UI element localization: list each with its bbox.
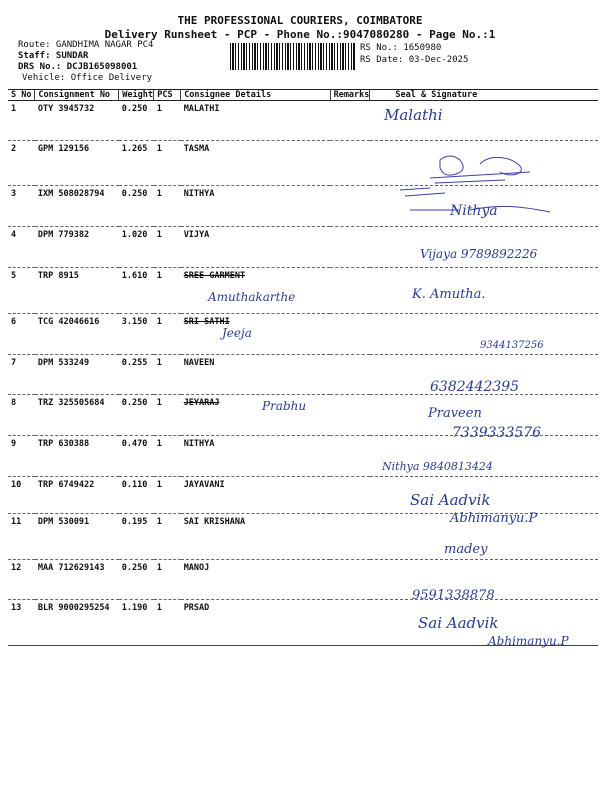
table-row: 4 DPM 779382 1.020 1 VIJYA bbox=[8, 227, 598, 268]
col-header-signature: Seal & Signature bbox=[370, 90, 598, 101]
col-header-remarks: Remarks bbox=[330, 90, 370, 101]
table-row: 13 BLR 9000295254 1.190 1 PRSAD bbox=[8, 600, 598, 646]
barcode-image bbox=[230, 43, 355, 70]
drs-label: DRS No.: DCJB165098001 bbox=[18, 62, 138, 72]
signature-row-10: Sai Aadvik bbox=[410, 491, 491, 509]
rs-date: RS Date: 03-Dec-2025 bbox=[360, 55, 469, 65]
col-header-pcs: PCS bbox=[154, 90, 181, 101]
table-row: 6 TCG 42046616 3.150 1 SRI SATHI bbox=[8, 314, 598, 355]
signature-row-11-b: madey bbox=[444, 542, 488, 557]
table-row: 5 TRP 8915 1.610 1 SREE GARMENT bbox=[8, 268, 598, 314]
signature-row-3: Nithya bbox=[450, 203, 498, 219]
table-row: 11 DPM 530091 0.195 1 SAI KRISHANA bbox=[8, 514, 598, 560]
table-row: 9 TRP 630388 0.470 1 NITHYA bbox=[8, 436, 598, 477]
page-subtitle: Delivery Runsheet - PCP - Phone No.:9047080280 - Page No.:1 bbox=[104, 28, 496, 41]
signature-row-8-left: Prabhu bbox=[262, 399, 307, 413]
signature-row-9: Nithya 9840813424 bbox=[382, 460, 493, 473]
signature-row-11-a: Abhimanyu.P bbox=[450, 511, 538, 526]
page-title: THE PROFESSIONAL COURIERS, COIMBATORE bbox=[177, 14, 423, 27]
signature-row-13-b: Abhimanyu.P bbox=[488, 634, 569, 648]
col-header-consignee: Consignee Details bbox=[181, 90, 330, 101]
signature-row-8-right: Praveen bbox=[428, 406, 482, 421]
signature-row-5-left: Amuthakarthe bbox=[208, 290, 296, 304]
signature-row-12: 9591338878 bbox=[412, 588, 495, 603]
signature-row-4: Vijaya 9789892226 bbox=[420, 247, 538, 261]
signature-row-5-right: K. Amutha. bbox=[412, 287, 486, 302]
col-header-sno: S No bbox=[8, 90, 35, 101]
table-row: 10 TRP 6749422 0.110 1 JAYAVANI bbox=[8, 477, 598, 514]
signature-row-7: 6382442395 bbox=[430, 379, 520, 395]
signature-row-6-left: Jeeja bbox=[222, 326, 252, 340]
table-row: 1 OTY 3945732 0.250 1 MALATHI bbox=[8, 101, 598, 141]
rs-number: RS No.: 1650980 bbox=[360, 43, 442, 53]
table-row: 8 TRZ 325505684 0.250 1 JEYARAJ bbox=[8, 395, 598, 436]
table-row: 7 DPM 533249 0.255 1 NAVEEN bbox=[8, 355, 598, 395]
signature-row-13-a: Sai Aadvik bbox=[418, 614, 499, 632]
table-header-row bbox=[8, 90, 598, 101]
col-header-consignment: Consignment No bbox=[35, 90, 119, 101]
signature-row-8-phone: 7339333576 bbox=[452, 425, 542, 441]
table-row: 2 GPM 129156 1.265 1 TASMA bbox=[8, 141, 598, 186]
signature-row-1: Malathi bbox=[384, 106, 443, 124]
table-row: 3 IXM 508028794 0.250 1 NITHYA bbox=[8, 186, 598, 227]
vehicle-label: Vehicle: Office Delivery bbox=[22, 73, 153, 83]
signature-row-6-right: 9344137256 bbox=[480, 340, 544, 351]
staff-label: Staff: SUNDAR bbox=[18, 51, 89, 61]
col-header-weight: Weight bbox=[119, 90, 154, 101]
table-row: 12 MAA 712629143 0.250 1 MANOJ bbox=[8, 560, 598, 600]
route-label: Route: GANDHIMA NAGAR PC4 bbox=[18, 40, 154, 50]
